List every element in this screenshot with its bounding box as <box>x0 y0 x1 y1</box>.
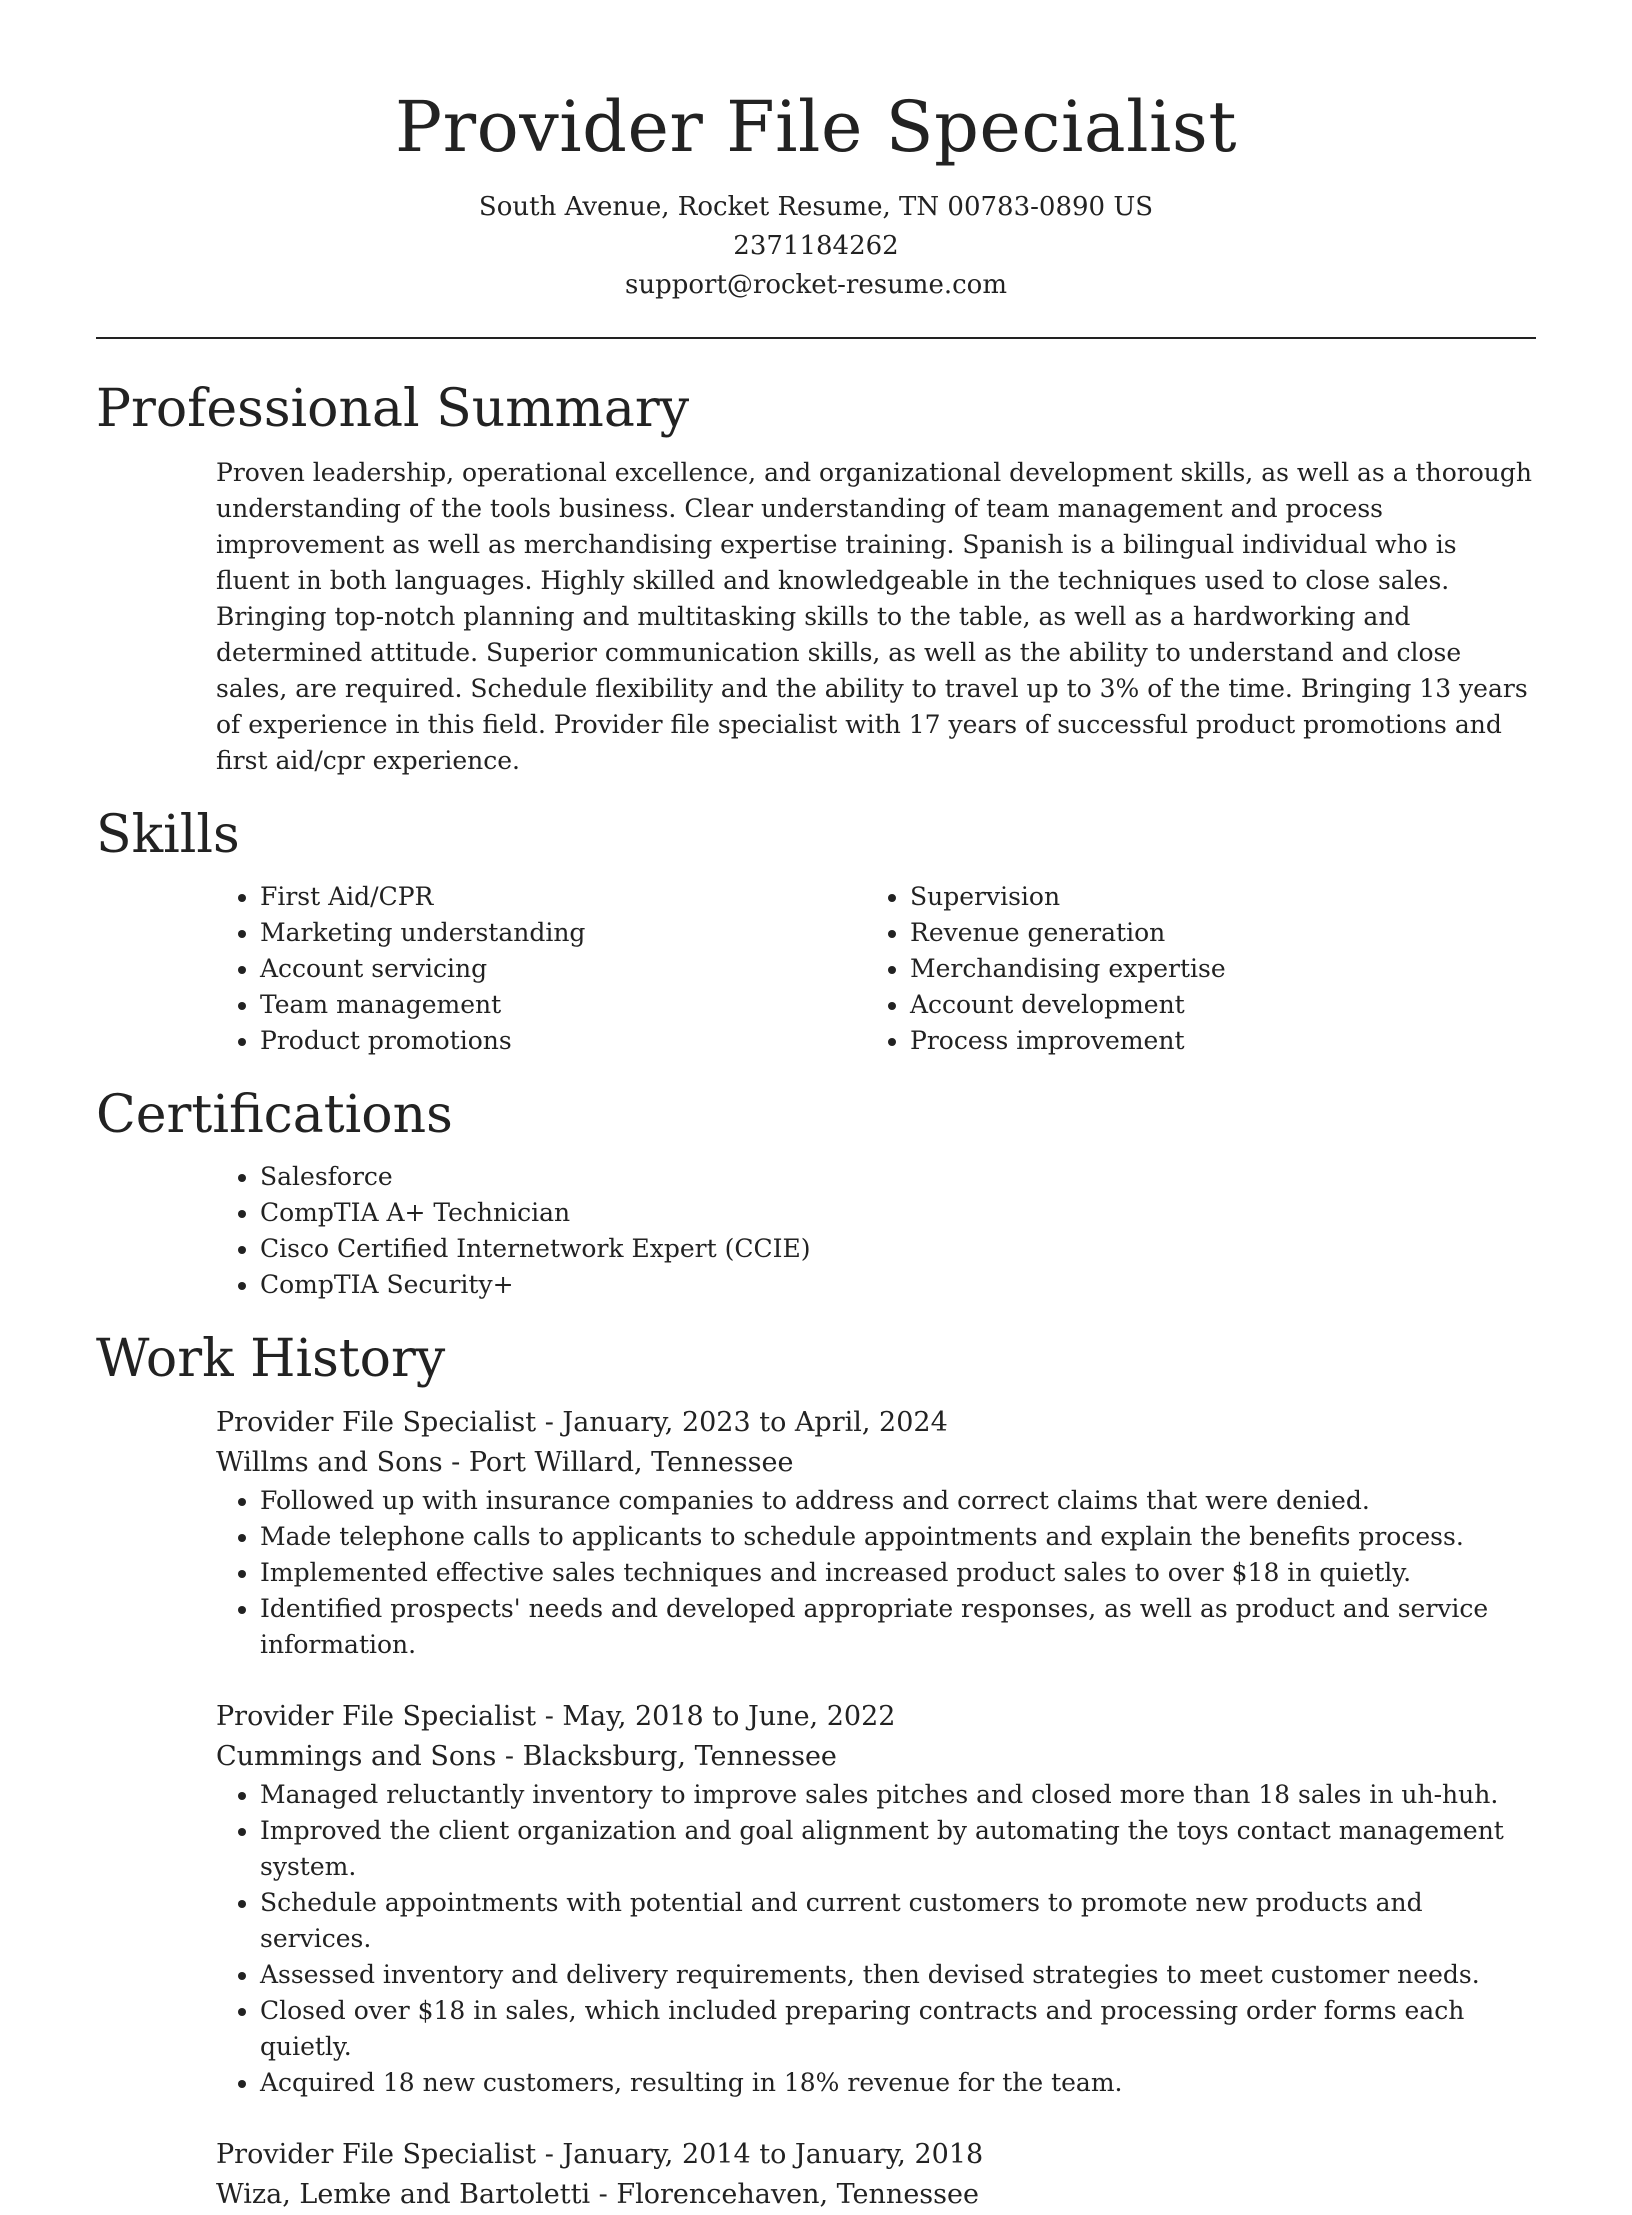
job-entry <box>216 1403 1536 1663</box>
resume-header <box>0 0 1632 305</box>
skill-item: • Account servicing <box>260 951 866 987</box>
job-company-location: Wiza, Lemke and Bartoletti - Florencehaven, Tennessee <box>216 2179 979 2210</box>
job-company-location: Cummings and Sons - Blacksburg, Tennessee <box>216 1741 837 1772</box>
job-duty: • Schedule appointments with potential and current customers to promote new products and services. <box>260 1885 1536 1957</box>
skills-list-right <box>866 879 1516 1059</box>
job-duty: • Closed over $18 in sales, which included preparing contracts and processing order forms each quietly. <box>260 1993 1536 2065</box>
certification-item: • Cisco Certified Internetwork Expert (CCIE) <box>260 1231 1536 1267</box>
job-duty: • Acquired 18 new customers, resulting in 18% revenue for the team. <box>260 2065 1536 2101</box>
job-title-dates: Provider File Specialist - January, 2014 to January, 2018 <box>216 2139 984 2170</box>
job-entry <box>216 1697 1536 2101</box>
contact-phone: 2371184262 <box>733 231 899 261</box>
skill-item: • Process improvement <box>910 1023 1516 1059</box>
contact-block <box>0 188 1632 305</box>
skill-item: • Account development <box>910 987 1516 1023</box>
skill-item: • Merchandising expertise <box>910 951 1516 987</box>
header-divider <box>96 337 1536 339</box>
skills-column-left <box>216 879 866 1059</box>
summary-text: Proven leadership, operational excellence, and organizational development skills, as well as a thorough understanding of the tools business. Clear understanding of team management and process improvement as well as merchandising expertise training. Spanish is a bilingual individual who is fluent in both languages. Highly skilled and knowledgeable in the techniques used to close sales. Bringing top-notch planning and multitasking skills to the table, as well as a hardworking and determined attitude. Superior communication skills, as well as the ability to understand and close sales, are required. Schedule flexibility and the ability to travel up to 3% of the time. Bringing 13 years of experience in this field. Provider file specialist with 17 years of successful product promotions and first aid/cpr experience. <box>216 458 1532 775</box>
summary-heading: Professional Summary <box>96 379 690 439</box>
skills-column-right <box>866 879 1516 1059</box>
certification-item: • Salesforce <box>260 1159 1536 1195</box>
certifications-block <box>216 1159 1536 1303</box>
job-duty: • Identified prospects' needs and developed appropriate responses, as well as product and service information. <box>260 1591 1536 1663</box>
skills-heading: Skills <box>96 805 240 865</box>
contact-email: support@rocket-resume.com <box>624 270 1007 300</box>
job-duty: • Made telephone calls to applicants to schedule appointments and explain the benefits process. <box>260 1519 1536 1555</box>
job-duties-list <box>216 1483 1536 1663</box>
job-duty: • Followed up with insurance companies to address and correct claims that were denied. <box>260 1483 1536 1519</box>
job-title-dates: Provider File Specialist - May, 2018 to June, 2022 <box>216 1701 896 1732</box>
certification-item: • CompTIA Security+ <box>260 1267 1536 1303</box>
job-duty: • Improved the client organization and goal alignment by automating the toys contact management system. <box>260 1813 1536 1885</box>
job-duties-list <box>216 1777 1536 2101</box>
certifications-list <box>216 1159 1536 1303</box>
certification-item: • CompTIA A+ Technician <box>260 1195 1536 1231</box>
job-duty: • Implemented effective sales techniques and increased product sales to over $18 in quietly. <box>260 1555 1536 1591</box>
job-entry <box>216 2135 1536 2215</box>
job-title-dates: Provider File Specialist - January, 2023 to April, 2024 <box>216 1407 948 1438</box>
certifications-heading: Certifications <box>96 1085 453 1145</box>
skill-item: • First Aid/CPR <box>260 879 866 915</box>
skill-item: • Marketing understanding <box>260 915 866 951</box>
skills-list-left <box>216 879 866 1059</box>
skill-item: • Supervision <box>910 879 1516 915</box>
skill-item: • Team management <box>260 987 866 1023</box>
work-history-heading: Work History <box>96 1329 446 1389</box>
skill-item: • Product promotions <box>260 1023 866 1059</box>
contact-address: South Avenue, Rocket Resume, TN 00783-0890 US <box>478 192 1154 222</box>
job-duty: • Assessed inventory and delivery requirements, then devised strategies to meet customer needs. <box>260 1957 1536 1993</box>
job-duty: • Managed reluctantly inventory to improve sales pitches and closed more than 18 sales in uh-huh. <box>260 1777 1536 1813</box>
skills-grid <box>216 879 1536 1059</box>
skill-item: • Revenue generation <box>910 915 1516 951</box>
candidate-name: Provider File Specialist <box>395 86 1237 168</box>
job-company-location: Willms and Sons - Port Willard, Tennessee <box>216 1447 794 1478</box>
